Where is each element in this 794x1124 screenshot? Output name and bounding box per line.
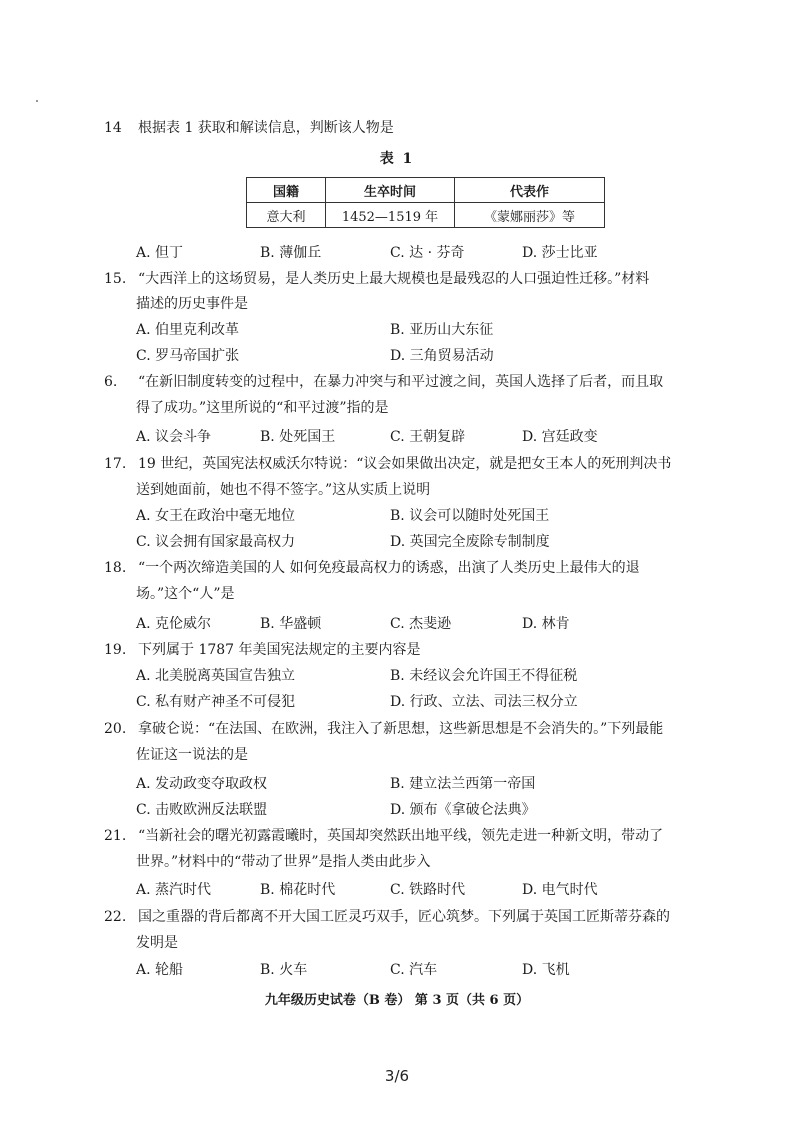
options-17-row2	[136, 529, 696, 555]
option-c: C. 杰斐逊	[390, 616, 452, 632]
option-c: C. 议会拥有国家最高权力	[136, 534, 296, 550]
options-19-row2	[136, 689, 696, 715]
option-b: B. 棉花时代	[260, 882, 336, 898]
question-stem: 下列属于 1787 年美国宪法规定的主要内容是	[138, 642, 421, 658]
option-b: B. 亚历山大东征	[390, 322, 494, 338]
option-a: A. 蒸汽时代	[136, 882, 212, 898]
option-d: D. 宫廷政变	[522, 429, 598, 445]
option-c: C. 铁路时代	[390, 882, 466, 898]
options-14	[136, 240, 696, 266]
option-b: B. 薄伽丘	[260, 245, 322, 261]
options-15-row2	[136, 343, 696, 369]
options-20-row2	[136, 797, 696, 823]
info-table	[246, 177, 605, 228]
option-a: A. 克伦威尔	[136, 616, 212, 632]
option-d: D. 飞机	[522, 962, 570, 978]
question-number: 22.	[104, 909, 127, 925]
question-14	[104, 115, 684, 141]
question-stem: 国之重器的背后都离不开大国工匠灵巧双手，匠心筑梦。下列属于英国工匠斯蒂芬森的	[138, 909, 670, 925]
question-number: 17.	[104, 456, 127, 472]
option-c: C. 罗马帝国扩张	[136, 348, 240, 364]
table-row	[247, 203, 605, 228]
option-b: B. 处死国王	[260, 429, 336, 445]
option-d: D. 电气时代	[522, 882, 598, 898]
question-number: 14	[104, 120, 122, 136]
question-stem: 拿破仑说：“在法国、在欧洲，我注入了新思想，这些新思想是不会消失的。”下列最能	[138, 721, 664, 737]
option-d: D. 三角贸易活动	[390, 348, 494, 364]
question-number: 20.	[104, 721, 127, 737]
table-header: 生卒时间	[326, 178, 455, 203]
page-indicator: 3/6	[384, 1067, 410, 1085]
options-19	[136, 663, 696, 689]
option-a: A. 议会斗争	[136, 429, 212, 445]
question-22	[104, 904, 684, 930]
table-cell: 《蒙娜丽莎》等	[455, 203, 605, 228]
option-c: C. 击败欧洲反法联盟	[136, 802, 268, 818]
table-header-row	[247, 178, 605, 203]
option-a: A. 女王在政治中毫无地位	[136, 508, 296, 524]
question-number: 19.	[104, 642, 127, 658]
question-stem: 19 世纪，英国宪法权威沃尔特说：“议会如果做出决定，就是把女王本人的死刑判决书	[138, 456, 672, 472]
question-20	[104, 716, 684, 742]
question-stem: “大西洋上的这场贸易，是人类历史上最大规模也是最残忍的人口强迫性迁移。”材料	[138, 271, 650, 287]
option-d: D. 颁布《拿破仑法典》	[390, 802, 536, 818]
question-stem: “一个两次缔造美国的人 如何免疫最高权力的诱惑，出演了人类历史上最伟大的退	[138, 560, 640, 576]
question-number: 6.	[104, 374, 118, 390]
question-stem-cont: 描述的历史事件是	[136, 296, 248, 312]
question-stem-cont: 送到她面前，她也不得不签字。”这从实质上说明	[136, 482, 431, 498]
question-stem-cont: 佐证这一说法的是	[136, 747, 248, 763]
options-15	[136, 317, 696, 343]
page-footer: 九年级历史试卷（B 卷） 第 3 页（共 6 页）	[264, 993, 530, 1008]
option-b: B. 议会可以随时处死国王	[390, 508, 550, 524]
question-stem-cont: 场。”这个“人”是	[136, 586, 235, 602]
question-21	[104, 823, 684, 849]
question-17	[104, 451, 684, 477]
option-a: A. 但丁	[136, 245, 184, 261]
table-header: 国籍	[247, 178, 326, 203]
option-a: A. 发动政变夺取政权	[136, 776, 268, 792]
question-stem-cont: 得了成功。”这里所说的“和平过渡”指的是	[136, 400, 389, 416]
question-15	[104, 266, 684, 292]
options-20	[136, 771, 696, 797]
question-stem: 根据表 1 获取和解读信息，判断该人物是	[138, 120, 394, 136]
question-stem-cont: 世界。”材料中的“带动了世界”是指人类由此步入	[136, 854, 431, 870]
table-caption: 表 1	[379, 151, 415, 167]
option-a: A. 轮船	[136, 962, 184, 978]
option-d: D. 林肯	[522, 616, 570, 632]
option-a: A. 北美脱离英国宣告独立	[136, 668, 296, 684]
option-c: C. 汽车	[390, 962, 438, 978]
options-22	[136, 957, 696, 983]
options-16	[136, 424, 696, 450]
option-d: D. 英国完全废除专制制度	[390, 534, 550, 550]
table-header: 代表作	[455, 178, 605, 203]
option-b: B. 华盛顿	[260, 616, 322, 632]
question-number: 21.	[104, 828, 127, 844]
table-cell: 1452—1519 年	[326, 203, 455, 228]
option-a: A. 伯里克利改革	[136, 322, 240, 338]
scan-speck	[36, 100, 38, 102]
option-c: C. 王朝复辟	[390, 429, 466, 445]
options-21	[136, 877, 696, 903]
question-stem: “在新旧制度转变的过程中，在暴力冲突与和平过渡之间，英国人选择了后者，而且取	[138, 374, 664, 390]
option-b: B. 未经议会允许国王不得征税	[390, 668, 578, 684]
options-17	[136, 503, 696, 529]
option-b: B. 建立法兰西第一帝国	[390, 776, 536, 792]
option-d: D. 行政、立法、司法三权分立	[390, 694, 578, 710]
option-b: B. 火车	[260, 962, 308, 978]
option-d: D. 莎士比亚	[522, 245, 598, 261]
question-number: 15.	[104, 271, 127, 287]
question-stem: “当新社会的曙光初露霞曦时，英国却突然跃出地平线，领先走进一种新文明，带动了	[138, 828, 664, 844]
question-16	[104, 369, 684, 395]
question-number: 18.	[104, 560, 127, 576]
question-stem-cont: 发明是	[136, 935, 178, 951]
question-19	[104, 637, 684, 663]
question-18	[104, 555, 684, 581]
table-cell: 意大利	[247, 203, 326, 228]
options-18	[136, 611, 696, 637]
option-c: C. 私有财产神圣不可侵犯	[136, 694, 296, 710]
option-c: C. 达 · 芬奇	[390, 245, 465, 261]
